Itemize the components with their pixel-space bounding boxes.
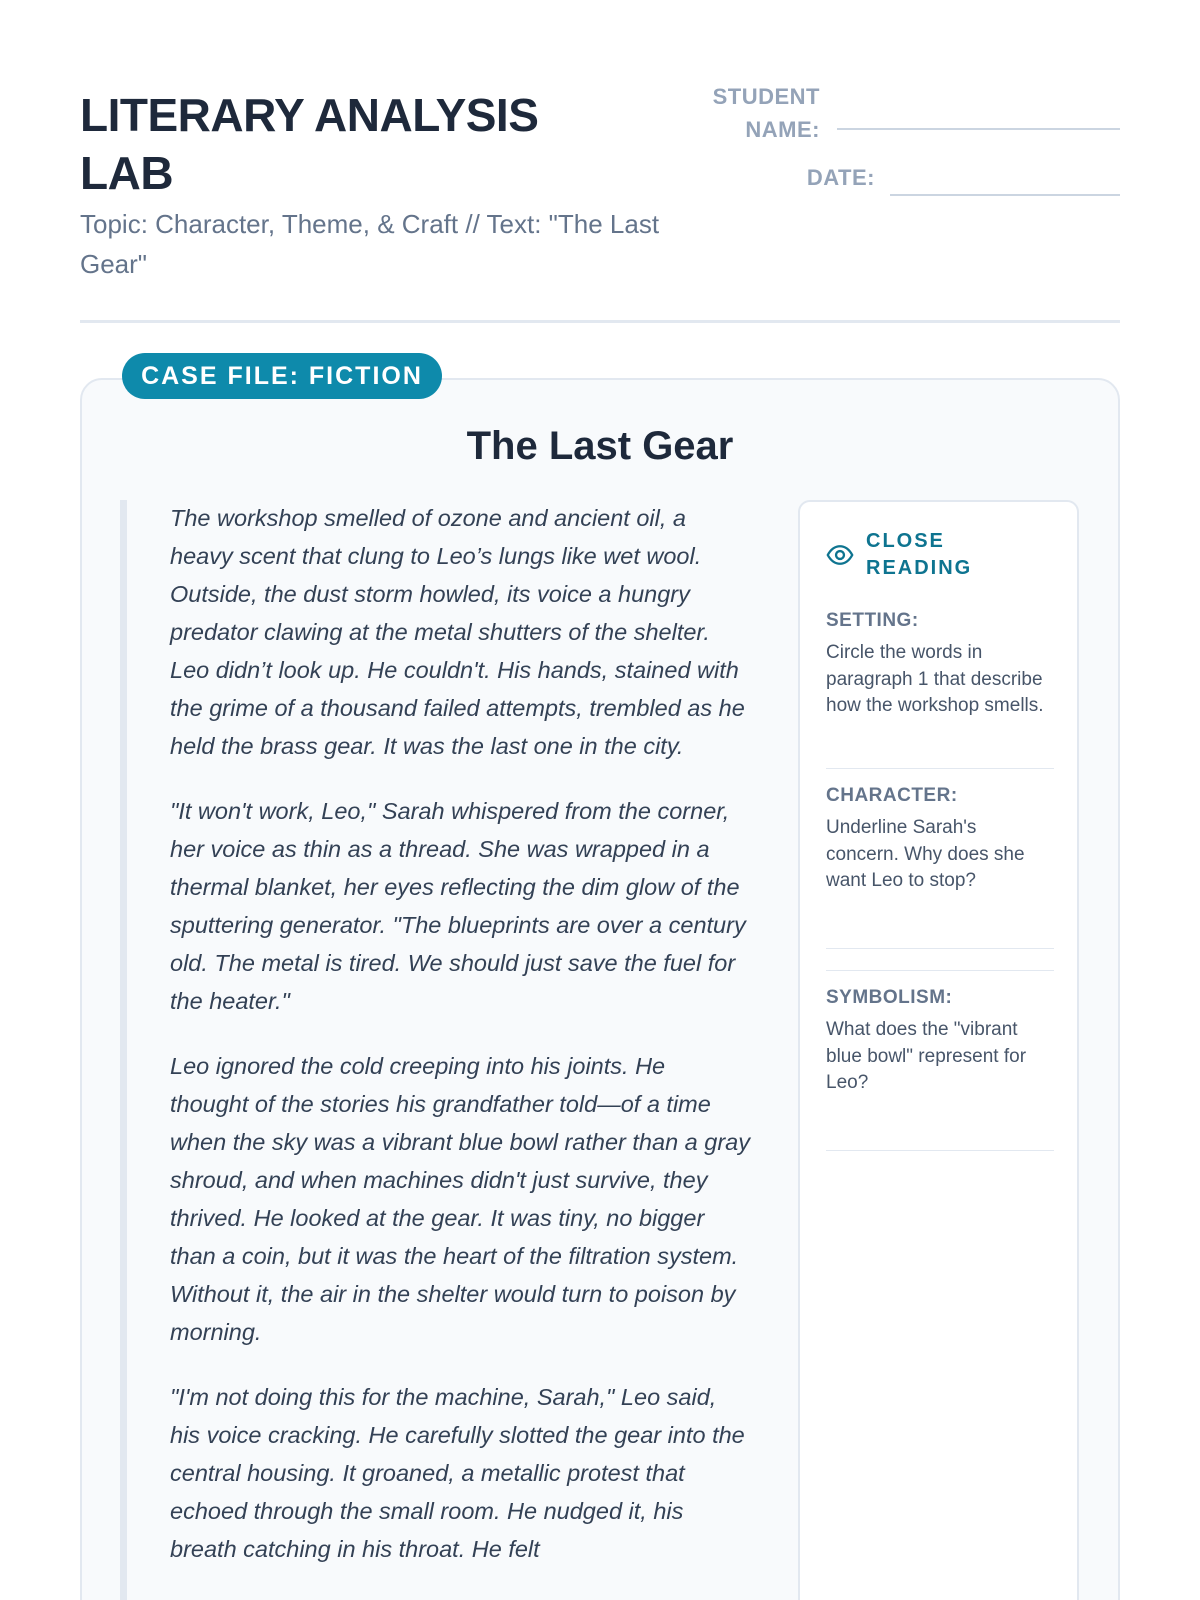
header-divider bbox=[80, 320, 1120, 323]
close-reading-title: CLOSE READING bbox=[866, 530, 973, 579]
date-label: DATE: bbox=[806, 165, 875, 190]
student-name-label: STUDENT NAME: bbox=[712, 84, 820, 142]
case-file-badge: CASE FILE: FICTION bbox=[122, 353, 442, 399]
eye-icon bbox=[826, 541, 854, 569]
student-name-field[interactable] bbox=[837, 128, 1120, 130]
note-prompt: Circle the words in paragraph 1 that describe how the workshop smells. bbox=[826, 642, 1044, 716]
answer-line[interactable] bbox=[826, 948, 1054, 949]
close-reading-panel bbox=[798, 500, 1079, 1600]
story-text bbox=[170, 499, 750, 1595]
note-prompt: Underline Sarah's concern. Why does she want Leo to stop? bbox=[826, 817, 1025, 891]
story-paragraph-2: "It won't work, Leo," Sarah whispered from the corner, her voice as thin as a thread. She was wrapped in a thermal blanket, her eyes reflecting the dim glow of the sputtering generator. "The blueprints are over a century old. The metal is tired. We should just save the fuel for the heater." bbox=[170, 798, 746, 1014]
note-symbolism bbox=[826, 985, 1054, 1097]
story-paragraph-3: Leo ignored the cold creeping into his joints. He thought of the stories his grandfather told—of a time when the sky was a vibrant blue bowl rather than a gray shroud, and when machines didn't just survive, they thrived. He looked at the gear. It was tiny, no bigger than a coin, but it was the heart of the filtration system. Without it, the air in the shelter would turn to poison by morning. bbox=[170, 1053, 750, 1345]
topic-subtitle: Topic: Character, Theme, & Craft // Text: "The Last Gear" bbox=[80, 209, 660, 279]
close-reading-header bbox=[826, 528, 1066, 584]
story-paragraph-1: The workshop smelled of ozone and ancient oil, a heavy scent that clung to Leo’s lungs like wet wool. Outside, the dust storm howled, its voice a hungry predator clawing at the metal shutters of the shelter. Leo didn’t look up. He couldn't. His hands, stained with the grime of a thousand failed attempts, trembled as he held the brass gear. It was the last one in the city. bbox=[170, 505, 745, 759]
note-setting bbox=[826, 608, 1054, 720]
date-field[interactable] bbox=[890, 194, 1120, 196]
note-label: SYMBOLISM: bbox=[826, 987, 953, 1008]
note-divider bbox=[826, 768, 1054, 769]
answer-line[interactable] bbox=[826, 1150, 1054, 1151]
page-title: LITERARY ANALYSIS LAB bbox=[80, 89, 539, 199]
story-paragraph-4: "I'm not doing this for the machine, Sarah," Leo said, his voice cracking. He carefully slotted the gear into the central housing. It groaned, a metallic protest that echoed through the small room. He nudged it, his breath catching in his throat. He felt bbox=[170, 1384, 745, 1562]
note-label: SETTING: bbox=[826, 610, 919, 631]
note-prompt: What does the "vibrant blue bowl" represent for Leo? bbox=[826, 1019, 1027, 1093]
note-character bbox=[826, 783, 1054, 895]
story-title: The Last Gear bbox=[466, 424, 734, 468]
quote-bar bbox=[120, 500, 127, 1600]
note-divider bbox=[826, 970, 1054, 971]
note-label: CHARACTER: bbox=[826, 785, 958, 806]
